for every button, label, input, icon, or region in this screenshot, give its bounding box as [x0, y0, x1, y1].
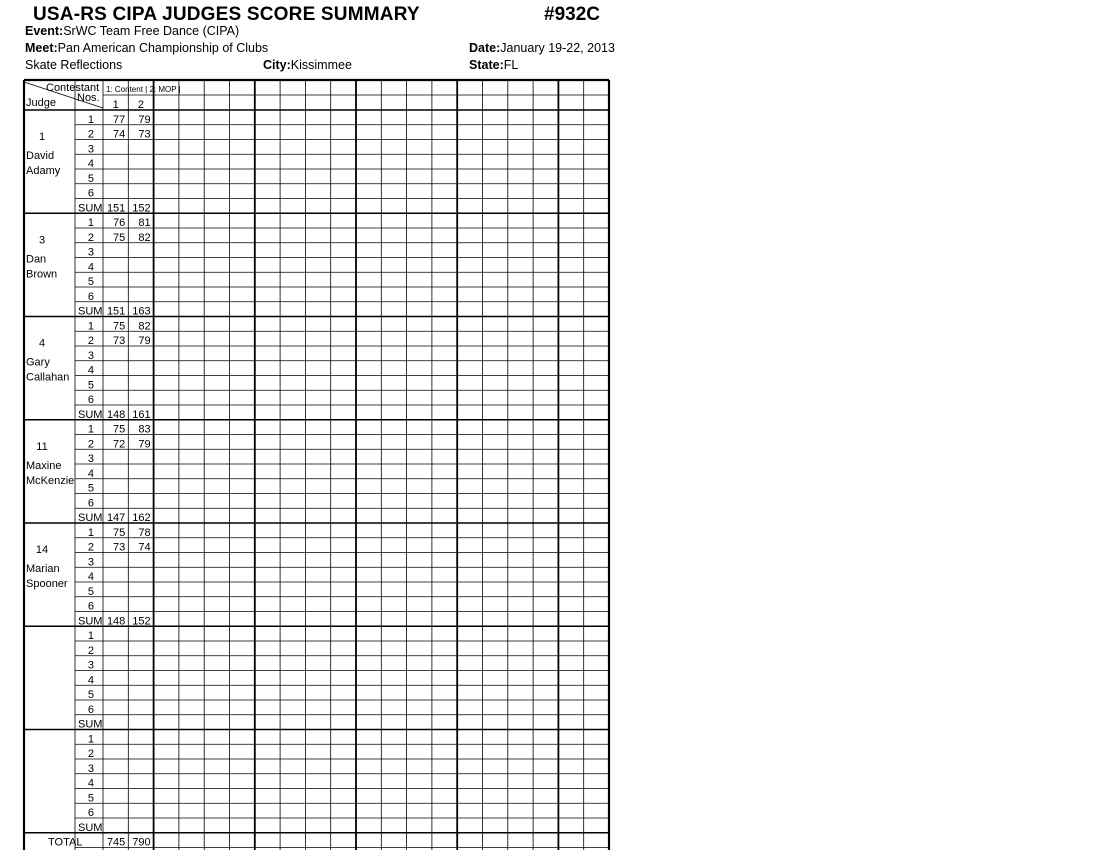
column-legend: 1: Content | 2: MOP |	[106, 85, 181, 94]
meet-label: Meet:	[25, 41, 58, 55]
row-number: 4	[87, 571, 94, 583]
row-number: 5	[87, 482, 94, 495]
judge-number: 11	[36, 440, 48, 453]
row-number: 2	[87, 644, 94, 657]
score-cell: 79	[138, 113, 151, 126]
judge-number: 1	[38, 131, 46, 143]
total-cell: 745	[106, 836, 126, 849]
score-cell: 74	[138, 541, 151, 554]
total-cell: 790	[132, 836, 151, 849]
row-number: 6	[87, 394, 94, 406]
sum-label: SUM	[78, 408, 103, 421]
corner-contestant-label: Contestant	[46, 82, 100, 94]
row-number: 6	[87, 807, 94, 819]
score-cell: 75	[113, 320, 126, 333]
sum-cell: 148	[106, 408, 126, 421]
date-label: Date:	[469, 41, 501, 55]
sum-cell: 163	[132, 305, 151, 318]
row-number: 4	[87, 158, 94, 170]
document-number: #932C	[544, 4, 600, 25]
judge-first-name: Marian	[26, 563, 60, 575]
row-number: 1	[87, 733, 94, 746]
row-number: 3	[87, 659, 94, 672]
score-cell: 83	[138, 423, 151, 436]
score-cell: 79	[138, 335, 151, 347]
sum-cell: 152	[132, 615, 151, 628]
row-number: 2	[87, 748, 94, 760]
row-number: 4	[87, 777, 94, 790]
score-cell: 75	[113, 526, 126, 539]
corner-nos-label: Nos.	[77, 92, 100, 104]
score-cell: 73	[113, 541, 126, 554]
club-name: Skate Reflections	[25, 58, 123, 72]
row-number: 3	[87, 246, 94, 259]
score-cell: 74	[113, 128, 126, 141]
row-number: 4	[87, 467, 94, 480]
row-number: 2	[87, 541, 94, 554]
sum-cell: 147	[106, 512, 126, 524]
judge-first-name: Dan	[26, 253, 47, 266]
state-label: State:	[469, 58, 504, 72]
row-number: 1	[87, 423, 94, 436]
sum-cell: 161	[132, 408, 151, 421]
score-cell: 72	[113, 438, 126, 451]
row-number: 2	[87, 438, 94, 451]
sum-cell: 162	[132, 512, 151, 524]
city-value: Kissimmee	[290, 58, 352, 72]
judge-first-name: David	[26, 150, 55, 162]
row-number: 1	[87, 630, 94, 642]
score-cell: 82	[138, 320, 151, 333]
score-cell: 73	[113, 335, 126, 347]
row-number: 6	[87, 497, 94, 510]
column-header: 1	[112, 99, 119, 111]
sum-label: SUM	[78, 512, 103, 524]
corner-judge-label: Judge	[26, 97, 56, 109]
row-number: 5	[87, 689, 94, 701]
score-cell: 81	[138, 217, 151, 229]
row-number: 6	[87, 600, 94, 613]
judge-last-name: Adamy	[26, 165, 61, 177]
event-value: SrWC Team Free Dance (CIPA)	[63, 24, 240, 38]
row-number: 6	[87, 187, 94, 200]
score-cell: 79	[138, 438, 151, 451]
judge-last-name: Brown	[26, 268, 58, 281]
row-number: 2	[87, 231, 94, 244]
score-cell: 76	[113, 217, 126, 229]
sum-cell: 151	[106, 305, 126, 318]
judge-number: 14	[35, 544, 49, 556]
row-number: 4	[87, 674, 94, 687]
judge-last-name: Callahan	[26, 371, 70, 384]
row-number: 2	[87, 335, 94, 347]
sum-cell: 151	[106, 202, 126, 215]
row-number: 1	[87, 526, 94, 539]
date-value: January 19-22, 2013	[500, 41, 615, 55]
sum-label: SUM	[78, 305, 103, 318]
score-cell: 75	[113, 423, 126, 436]
event-label: Event:	[25, 24, 64, 38]
row-number: 1	[87, 320, 94, 333]
judge-number: 3	[38, 234, 46, 247]
sum-label: SUM	[78, 615, 103, 628]
total-label: TOTAL	[48, 836, 83, 849]
row-number: 5	[87, 379, 94, 392]
judge-number: 4	[38, 337, 46, 350]
row-number: 5	[87, 792, 94, 805]
row-number: 2	[87, 128, 94, 141]
sum-label: SUM	[78, 202, 103, 215]
score-cell: 75	[113, 231, 126, 244]
sum-label: SUM	[78, 718, 103, 731]
score-cell: 77	[113, 113, 126, 126]
score-cell: 82	[138, 231, 151, 244]
row-number: 4	[87, 261, 94, 274]
row-number: 5	[87, 172, 94, 185]
sum-cell: 152	[132, 202, 151, 215]
city-label: City:	[263, 58, 291, 72]
row-number: 1	[87, 113, 94, 126]
judge-first-name: Maxine	[26, 459, 62, 472]
score-cell: 73	[138, 128, 151, 141]
state-value: FL	[503, 58, 519, 72]
sum-cell: 148	[106, 615, 126, 628]
row-number: 6	[87, 290, 94, 303]
row-number: 3	[87, 556, 94, 569]
row-number: 3	[87, 762, 94, 775]
row-number: 4	[87, 364, 94, 377]
row-number: 3	[87, 453, 94, 465]
meet-value: Pan American Championship of Clubs	[57, 41, 269, 55]
score-cell: 78	[138, 526, 151, 539]
judge-first-name: Gary	[26, 356, 50, 369]
column-header: 2	[137, 99, 145, 111]
sum-label: SUM	[78, 821, 103, 834]
row-number: 1	[87, 217, 94, 229]
judge-last-name: Spooner	[26, 578, 68, 590]
row-number: 6	[87, 703, 94, 716]
page-title: USA-RS CIPA JUDGES SCORE SUMMARY	[33, 4, 420, 25]
row-number: 3	[87, 349, 94, 362]
row-number: 5	[87, 276, 94, 288]
row-number: 3	[87, 143, 94, 156]
row-number: 5	[87, 585, 94, 598]
judge-last-name: McKenzie	[26, 474, 75, 487]
